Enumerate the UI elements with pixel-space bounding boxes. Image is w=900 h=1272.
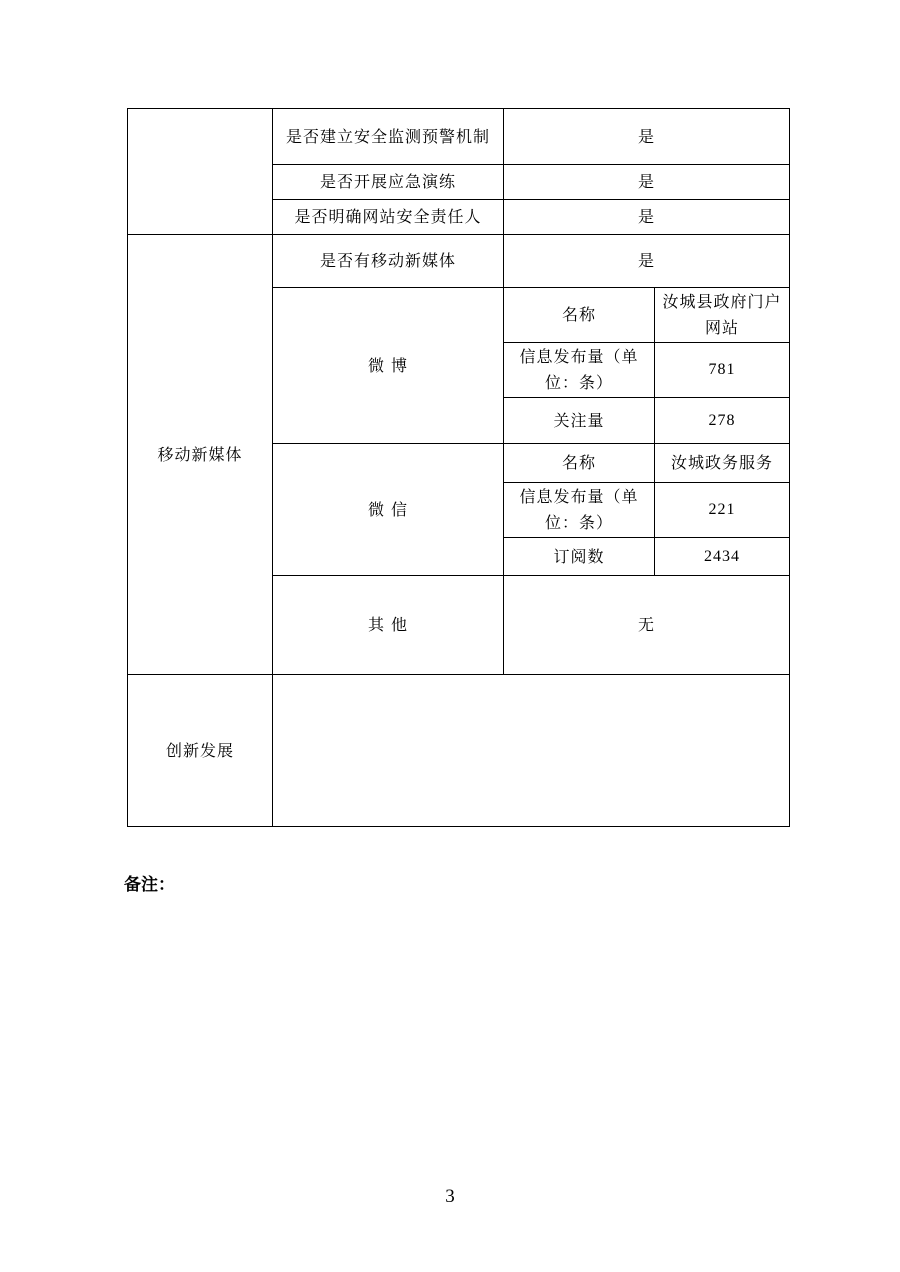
weibo-posts-value: 781 (655, 343, 790, 398)
mobile-media-category: 移动新媒体 (128, 235, 273, 675)
weixin-name-value: 汝城政务服务 (655, 444, 790, 483)
weibo-label (273, 288, 504, 444)
other-label-text: 其 他 (367, 615, 409, 634)
table-row (128, 235, 790, 288)
weibo-name-label: 名称 (504, 288, 655, 343)
table-row (128, 675, 790, 827)
weibo-posts-label: 信息发布量（单位：条） (504, 343, 655, 398)
weixin-posts-label: 信息发布量（单位：条） (504, 483, 655, 538)
security-monitoring-value: 是 (504, 109, 790, 165)
emergency-drill-label: 是否开展应急演练 (273, 165, 504, 200)
weixin-label (273, 444, 504, 576)
security-officer-label: 是否明确网站安全责任人 (273, 200, 504, 235)
has-mobile-media-label: 是否有移动新媒体 (273, 235, 504, 288)
weixin-posts-value: 221 (655, 483, 790, 538)
weibo-label-text: 微 博 (367, 355, 409, 375)
weixin-subs-value: 2434 (655, 538, 790, 576)
weibo-followers-value: 278 (655, 398, 790, 444)
has-mobile-media-value: 是 (504, 235, 790, 288)
emergency-drill-value: 是 (504, 165, 790, 200)
table-row (128, 109, 790, 165)
other-value: 无 (504, 576, 790, 675)
other-label (273, 576, 504, 675)
weixin-label-text: 微 信 (367, 499, 409, 519)
security-monitoring-label: 是否建立安全监测预警机制 (273, 109, 504, 165)
weixin-subs-label: 订阅数 (504, 538, 655, 576)
innovation-value (273, 675, 790, 827)
security-category-cell (128, 109, 273, 235)
security-officer-value: 是 (504, 200, 790, 235)
page-number: 3 (445, 1186, 455, 1207)
weibo-followers-label: 关注量 (504, 398, 655, 444)
innovation-label: 创新发展 (128, 675, 273, 827)
weixin-name-label: 名称 (504, 444, 655, 483)
report-table (127, 108, 790, 827)
weibo-name-value: 汝城县政府门户网站 (655, 288, 790, 343)
note-label: 备注： (124, 875, 175, 895)
